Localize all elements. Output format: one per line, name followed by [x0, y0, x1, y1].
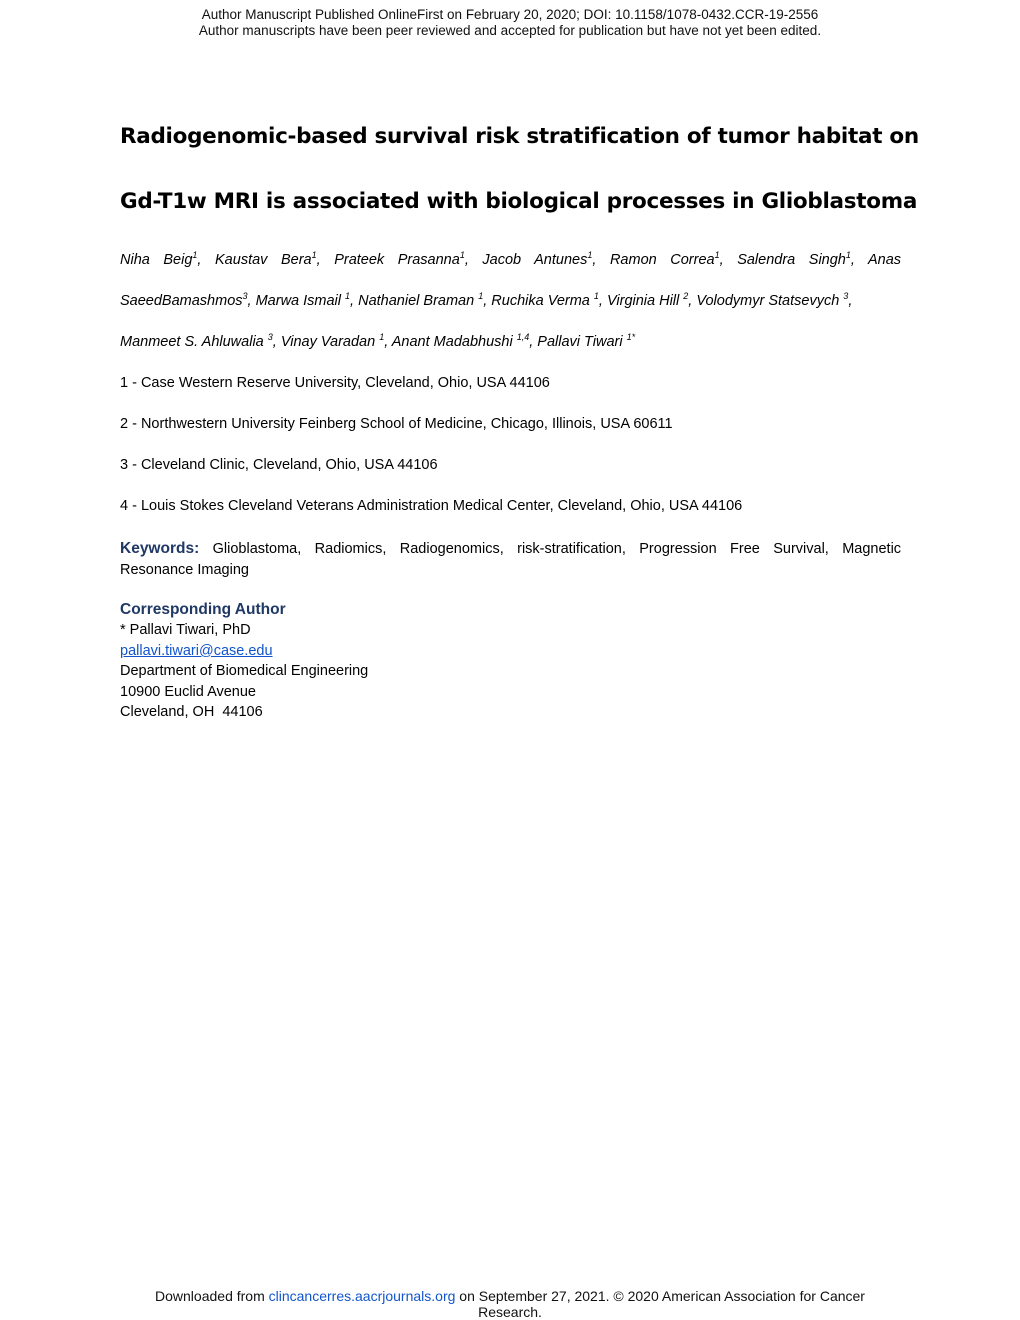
corresponding-author-heading: Corresponding Author	[120, 601, 286, 618]
author-name: Ramon Correa$^1$,	[609, 250, 724, 268]
author-name: Marwa Ismail $^1$,	[255, 291, 355, 309]
author-name: Salendra Singh$^1$,	[737, 250, 855, 268]
author-list-line-3	[120, 333, 901, 351]
author-list-line-2	[120, 292, 901, 310]
corresponding-author-email-link[interactable]: pallavi.tiwari@case.edu	[120, 642, 273, 659]
author-name: Nathaniel Braman $^1$,	[358, 291, 488, 309]
affiliation-4: 4 - Louis Stokes Cleveland Veterans Administration Medical Center, Cleveland, Ohio, USA 44106	[120, 498, 743, 514]
keywords-label: Keywords:	[120, 540, 200, 557]
author-name: Anant Madabhushi $^{1,4}$,	[391, 332, 534, 350]
corresponding-author-section	[120, 600, 901, 722]
download-footer-line-2: Research.	[478, 1303, 542, 1320]
author-list-line-1	[120, 251, 901, 269]
author-name-part: Anas	[867, 252, 902, 268]
author-name: Kaustav Bera$^1$,	[215, 250, 321, 268]
corresponding-author-department: Department of Biomedical Engineering	[120, 663, 369, 680]
corresponding-author-city: Cleveland, OH 44106	[120, 704, 263, 721]
author-name: SaeedBamashmos$^3$,	[120, 291, 252, 309]
keyword-word: Progression	[639, 541, 717, 557]
corresponding-author-street: 10900 Euclid Avenue	[120, 683, 256, 700]
author-name: Vinay Varadan $^1$,	[280, 332, 389, 350]
affiliation-3: 3 - Cleveland Clinic, Cleveland, Ohio, USA 44106	[120, 457, 438, 473]
keywords-line-1	[120, 538, 901, 560]
keywords-line-2: Resonance Imaging	[120, 562, 249, 578]
keyword-word: Free	[730, 541, 760, 557]
author-name: Manmeet S. Ahluwalia $^3$,	[120, 332, 277, 350]
author-name: Virginia Hill $^2$,	[606, 291, 693, 309]
author-name: Pallavi Tiwari $^{1*}$	[537, 332, 636, 350]
keyword-word: Magnetic	[842, 541, 902, 557]
journal-site-link[interactable]: clincancerres.aacrjournals.org	[268, 1288, 456, 1304]
paper-title-line-2: Gd-T1w MRI is associated with biological processes in Glioblastoma	[120, 189, 918, 214]
manuscript-banner-line-1: Author Manuscript Published OnlineFirst on February 20, 2020; DOI: 10.1158/1078-0432.CCR-19-2556	[201, 7, 819, 22]
keywords-section	[120, 538, 901, 581]
author-name: Prateek Prasanna$^1$,	[334, 250, 469, 268]
author-name: Ruchika Verma $^1$,	[491, 291, 603, 309]
keyword-word: Radiogenomics,	[399, 541, 504, 557]
download-footer-line-1: Downloaded from clincancerres.aacrjournals.org on September 27, 2021. © 2020 American Association for Cancer	[155, 1288, 865, 1304]
paper-title-line-1: Radiogenomic-based survival risk stratification of tumor habitat on	[120, 124, 919, 149]
corresponding-author-name: * Pallavi Tiwari, PhD	[120, 622, 251, 639]
author-name: Niha Beig$^1$,	[120, 250, 202, 268]
author-name: Jacob Antunes$^1$,	[482, 250, 597, 268]
download-footer	[110, 1289, 910, 1320]
keyword-word: Glioblastoma,	[212, 541, 302, 557]
keyword-word: risk-stratification,	[517, 541, 626, 557]
keyword-word: Radiomics,	[314, 541, 387, 557]
affiliation-2: 2 - Northwestern University Feinberg School of Medicine, Chicago, Illinois, USA 60611	[120, 416, 673, 432]
keyword-word: Survival,	[773, 541, 829, 557]
affiliation-1: 1 - Case Western Reserve University, Cleveland, Ohio, USA 44106	[120, 375, 550, 391]
manuscript-banner-line-2: Author manuscripts have been peer reviewed and accepted for publication but have not yet been edited.	[198, 23, 822, 38]
author-name: Volodymyr Statsevych $^3$,	[696, 291, 853, 309]
